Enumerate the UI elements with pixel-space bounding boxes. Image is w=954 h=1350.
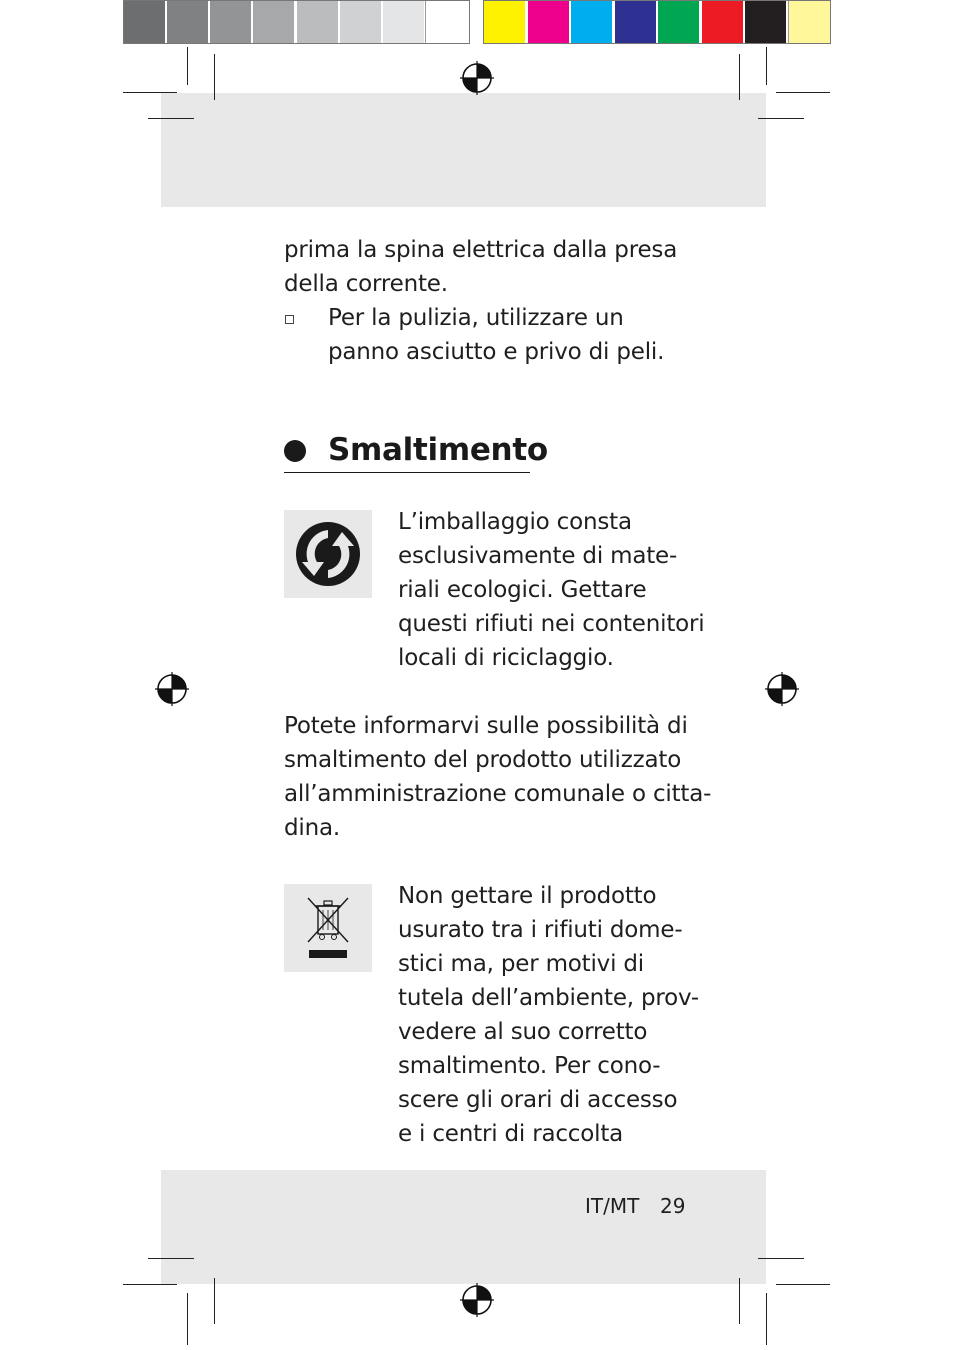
body-text-line: scere gli orari di accesso <box>398 1087 678 1113</box>
page-number: 29 <box>660 1194 686 1218</box>
body-text-line: della corrente. <box>284 271 448 297</box>
body-text-line: L’imballaggio consta <box>398 509 632 535</box>
footer-band <box>161 1170 766 1284</box>
body-text-line: questi rifiuti nei contenitori <box>398 611 705 637</box>
body-text-line: usurato tra i rifiuti dome- <box>398 917 683 943</box>
body-text-line: smaltimento del prodotto utilizzato <box>284 747 682 773</box>
section-heading <box>284 430 548 473</box>
registration-mark-icon <box>765 672 799 706</box>
body-text-line: esclusivamente di mate- <box>398 543 678 569</box>
green-dot-recycling-icon <box>284 510 372 598</box>
body-text-line: Potete informarvi sulle possibilità di <box>284 713 688 739</box>
body-text-line: stici ma, per motivi di <box>398 951 644 977</box>
section-title: Smaltimento <box>328 432 548 468</box>
color-bar-frame <box>483 0 831 44</box>
body-text-line: e i centri di raccolta <box>398 1121 624 1147</box>
body-text-line: prima la spina elettrica dalla presa <box>284 237 678 263</box>
bullet-square-icon <box>285 315 294 324</box>
bullet-text-line: Per la pulizia, utilizzare un <box>328 305 624 331</box>
bullet-text-line: panno asciutto e privo di peli. <box>328 339 665 365</box>
body-text-line: tutela dell’ambiente, prov- <box>398 985 699 1011</box>
body-text-line: dina. <box>284 815 340 841</box>
body-text-line: locali di riciclaggio. <box>398 645 614 671</box>
registration-mark-icon <box>460 1283 494 1317</box>
registration-mark-icon <box>460 61 494 95</box>
crossed-out-bin-icon <box>284 884 372 972</box>
heading-bullet-icon <box>284 440 306 462</box>
body-text-line: riali ecologici. Gettare <box>398 577 647 603</box>
language-code: IT/MT <box>585 1194 640 1218</box>
color-bar-frame <box>123 0 470 44</box>
body-text-line: all’amministrazione comunale o citta- <box>284 781 712 807</box>
header-band <box>161 93 766 207</box>
body-text-line: Non gettare il prodotto <box>398 883 657 909</box>
body-text-line: smaltimento. Per cono- <box>398 1053 661 1079</box>
registration-mark-icon <box>155 672 189 706</box>
body-text-line: vedere al suo corretto <box>398 1019 648 1045</box>
